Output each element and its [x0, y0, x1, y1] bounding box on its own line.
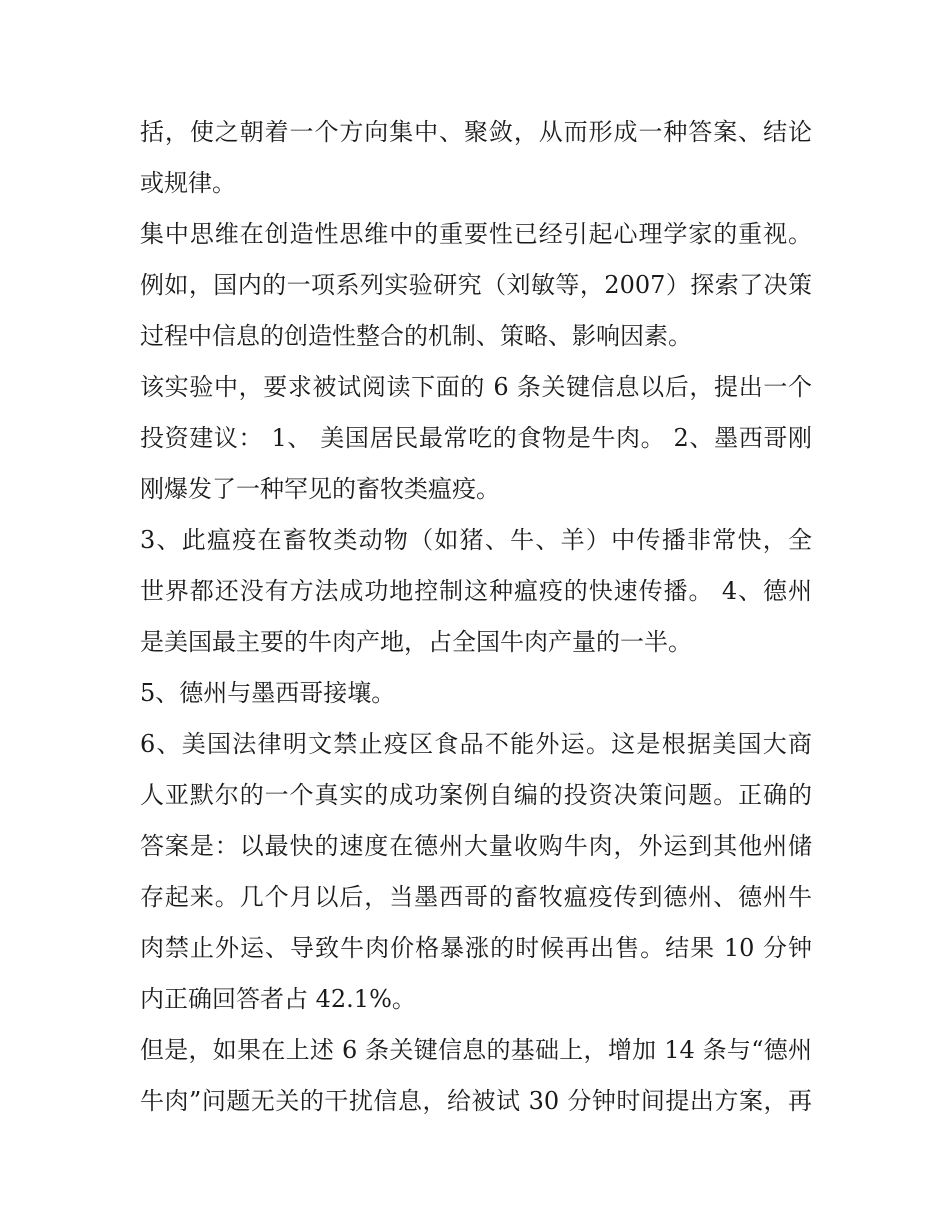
text-line: 5、德州与墨西哥接壤。: [140, 679, 396, 707]
text-line: 肉禁止外运、导致牛肉价格暴涨的时候再出售。结果 10 分钟: [140, 934, 812, 962]
text-line: 是美国最主要的牛肉产地，占全国牛肉产量的一半。: [140, 628, 692, 656]
text-line: 存起来。几个月以后，当墨西哥的畜牧瘟疫传到德州、德州牛: [140, 883, 812, 911]
text-line: 例如，国内的一项系列实验研究（刘敏等，2007）探索了决策: [140, 271, 812, 299]
text-line: 6、美国法律明文禁止疫区食品不能外运。这是根据美国大商: [140, 730, 812, 758]
document-body: [140, 107, 812, 1127]
text-line: 牛肉”问题无关的干扰信息，给被试 30 分钟时间提出方案，再: [140, 1087, 812, 1115]
text-line: 或规律。: [140, 169, 236, 197]
text-line: 但是，如果在上述 6 条关键信息的基础上，增加 14 条与“德州: [140, 1036, 812, 1064]
text-line: 答案是：以最快的速度在德州大量收购牛肉，外运到其他州储: [140, 832, 812, 860]
text-line: 集中思维在创造性思维中的重要性已经引起心理学家的重视。: [140, 220, 812, 248]
text-line: 世界都还没有方法成功地控制这种瘟疫的快速传播。 4、德州: [140, 577, 812, 605]
text-line: 该实验中，要求被试阅读下面的 6 条关键信息以后，提出一个: [140, 373, 812, 401]
text-line: 投资建议： 1、 美国居民最常吃的食物是牛肉。 2、墨西哥刚: [140, 424, 812, 452]
text-line: 括，使之朝着一个方向集中、聚敛，从而形成一种答案、结论: [140, 118, 812, 146]
text-line: 内正确回答者占 42.1%。: [140, 985, 416, 1013]
text-line: 3、此瘟疫在畜牧类动物（如猪、牛、羊）中传播非常快，全: [140, 526, 812, 554]
text-line: 过程中信息的创造性整合的机制、策略、影响因素。: [140, 322, 692, 350]
text-line: 刚爆发了一种罕见的畜牧类瘟疫。: [140, 475, 500, 503]
text-line: 人亚默尔的一个真实的成功案例自编的投资决策问题。正确的: [140, 781, 812, 809]
